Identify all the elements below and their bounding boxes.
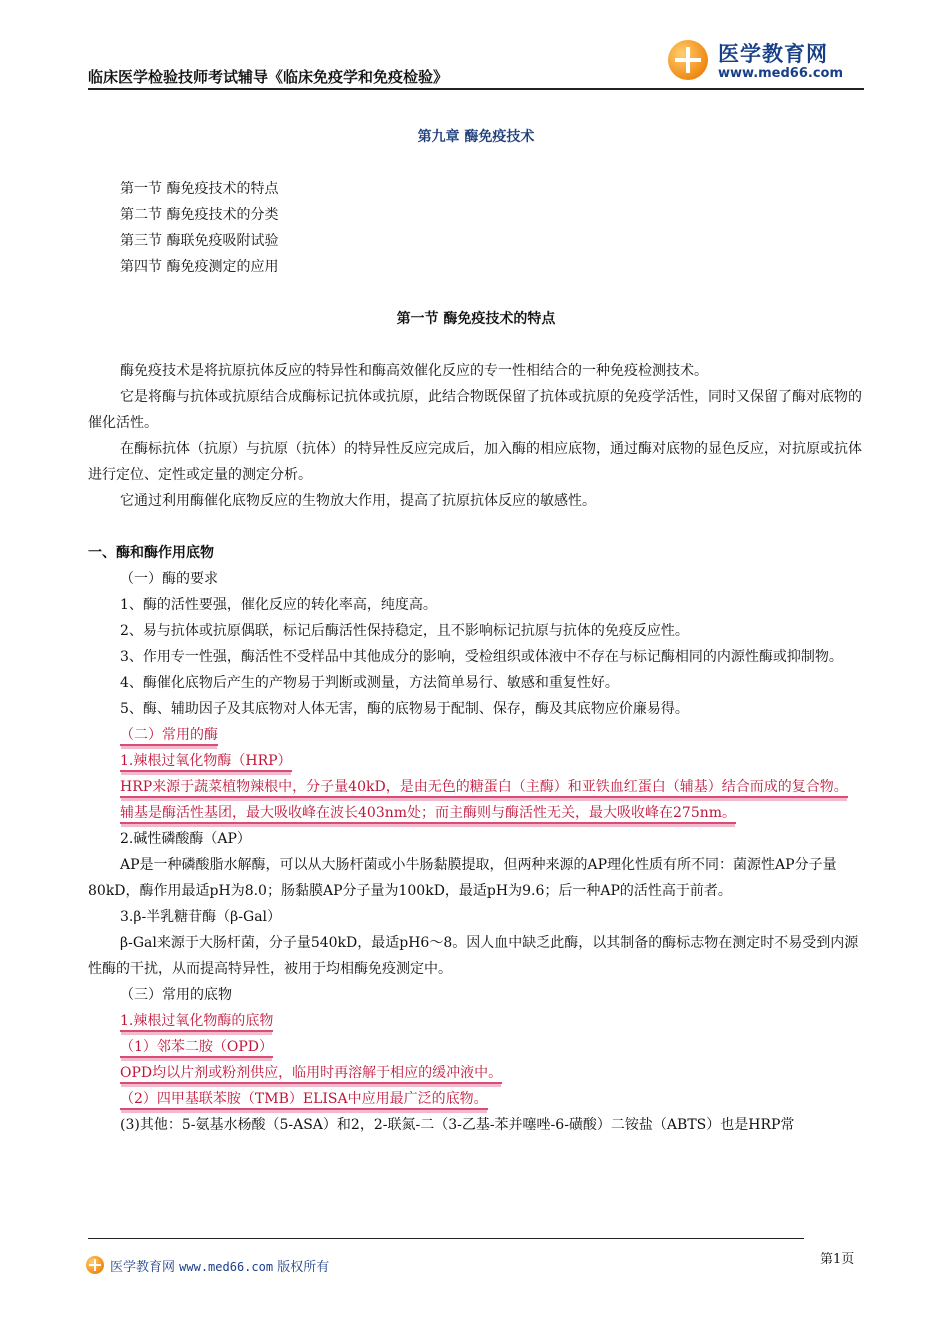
part-heading: 一、酶和酶作用底物: [88, 545, 214, 561]
highlighted-paragraph: [88, 1086, 864, 1112]
intro-paragraph: 酶免疫技术是将抗原抗体反应的特异性和酶高效催化反应的专一性相结合的一种免疫检测技术。: [120, 363, 708, 379]
site-logo[interactable]: [668, 38, 858, 86]
logo-name: 医学教育网: [718, 42, 828, 66]
highlighted-heading: [88, 722, 864, 748]
chapter-title: 第九章 酶免疫技术: [417, 129, 535, 145]
highlighted-heading: [88, 748, 864, 774]
requirement-item: 1、酶的活性要强，催化反应的转化率高，纯度高。: [120, 597, 437, 613]
intro-paragraph: 它是将酶与抗体或抗原结合成酶标记抗体或抗原，此结合物既保留了抗体或抗原的免疫学活性，同时又保留了酶对底物的催化活性。: [88, 389, 862, 431]
requirement-item: 2、易与抗体或抗原偶联，标记后酶活性保持稳定，且不影响标记抗原与抗体的免疫反应性。: [120, 623, 689, 639]
requirement-item: 5、酶、辅助因子及其底物对人体无害，酶的底物易于配制、保存，酶及其底物应价廉易得。: [120, 701, 689, 717]
toc-item: 第一节 酶免疫技术的特点: [120, 181, 279, 197]
table-of-contents: [88, 176, 864, 280]
toc-item: 第三节 酶联免疫吸附试验: [120, 233, 279, 249]
requirement-item: 3、作用专一性强，酶活性不受样品中其他成分的影响，受检组织或体液中不存在与标记酶相同的内源性酶或抑制物。: [120, 649, 843, 665]
footer-divider: [88, 1238, 804, 1239]
toc-item: 第四节 酶免疫测定的应用: [120, 259, 279, 275]
medical-cross-logo-icon: [86, 1256, 104, 1274]
common-enzymes-heading: （二）常用的酶: [120, 727, 218, 746]
tmb-description: （2）四甲基联苯胺（TMB）ELISA中应用最广泛的底物。: [120, 1091, 488, 1110]
section-title: 第一节 酶免疫技术的特点: [396, 311, 556, 327]
hrp-heading: 1.辣根过氧化物酶（HRP）: [120, 753, 292, 772]
footer-url[interactable]: www.med66.com: [179, 1260, 274, 1274]
hrp-substrate-heading: 1.辣根过氧化物酶的底物: [120, 1013, 273, 1032]
highlighted-paragraph: [88, 800, 864, 826]
opd-heading: （1）邻苯二胺（OPD）: [120, 1039, 273, 1058]
toc-item: 第二节 酶免疫技术的分类: [120, 207, 279, 223]
opd-description: OPD均以片剂或粉剂供应，临用时再溶解于相应的缓冲液中。: [120, 1065, 502, 1084]
hrp-description: HRP来源于蔬菜植物辣根中，分子量40kD，是由无色的糖蛋白（主酶）和亚铁血红蛋白（辅基）结合而成的复合物。: [120, 779, 848, 798]
requirement-item: 4、酶催化底物后产生的产物易于判断或测量，方法简单易行、敏感和重复性好。: [120, 675, 619, 691]
gal-heading: 3.β-半乳糖苷酶（β-Gal）: [120, 909, 282, 925]
document-body: [88, 124, 864, 1138]
substrate-heading: （三）常用的底物: [120, 987, 232, 1003]
gal-description: β-Gal来源于大肠杆菌，分子量540kD，最适pH6～8。因人血中缺乏此酶，以其制备的酶标志物在测定时不易受到内源性酶的干扰，从而提高特异性，被用于均相酶免疫测定中。: [88, 935, 859, 977]
footer-rights: 版权所有: [277, 1260, 330, 1275]
footer-site-name: 医学教育网: [110, 1260, 176, 1275]
header-title: 临床医学检验技师考试辅导《临床免疫学和免疫检验》: [88, 68, 449, 86]
highlighted-paragraph: [88, 1060, 864, 1086]
highlighted-paragraph: [88, 774, 864, 800]
logo-url[interactable]: www.med66.com: [718, 66, 844, 81]
ap-heading: 2.碱性磷酸酶（AP）: [120, 831, 251, 847]
hrp-prosthetic-group: 辅基是酶活性基团，最大吸收峰在波长403nm处；而主酶则与酶活性无关，最大吸收峰在275nm。: [120, 805, 736, 824]
ap-description: AP是一种磷酸脂水解酶，可以从大肠杆菌或小牛肠黏膜提取，但两种来源的AP理化性质有所不同：菌源性AP分子量80kD，酶作用最适pH为8.0；肠黏膜AP分子量为100kD，最适pH为9.6；后一种AP的活性高于前者。: [88, 857, 837, 899]
medical-cross-logo-icon: [668, 40, 708, 80]
subsection-heading: （一）酶的要求: [120, 571, 218, 587]
other-substrates: (3)其他：5-氨基水杨酸（5-ASA）和2，2-联氮-二（3-乙基-苯并噻唑-6-磺酸）二铵盐（ABTS）也是HRP常: [120, 1117, 795, 1133]
footer-text: [110, 1256, 329, 1275]
page-number: 第1页: [820, 1252, 855, 1267]
intro-paragraph: 在酶标抗体（抗原）与抗原（抗体）的特异性反应完成后，加入酶的相应底物，通过酶对底物的显色反应，对抗原或抗体进行定位、定性或定量的测定分析。: [88, 441, 862, 483]
highlighted-heading: [88, 1034, 864, 1060]
intro-paragraph: 它通过利用酶催化底物反应的生物放大作用，提高了抗原抗体反应的敏感性。: [120, 493, 596, 509]
highlighted-heading: [88, 1008, 864, 1034]
header-divider: [88, 88, 864, 90]
